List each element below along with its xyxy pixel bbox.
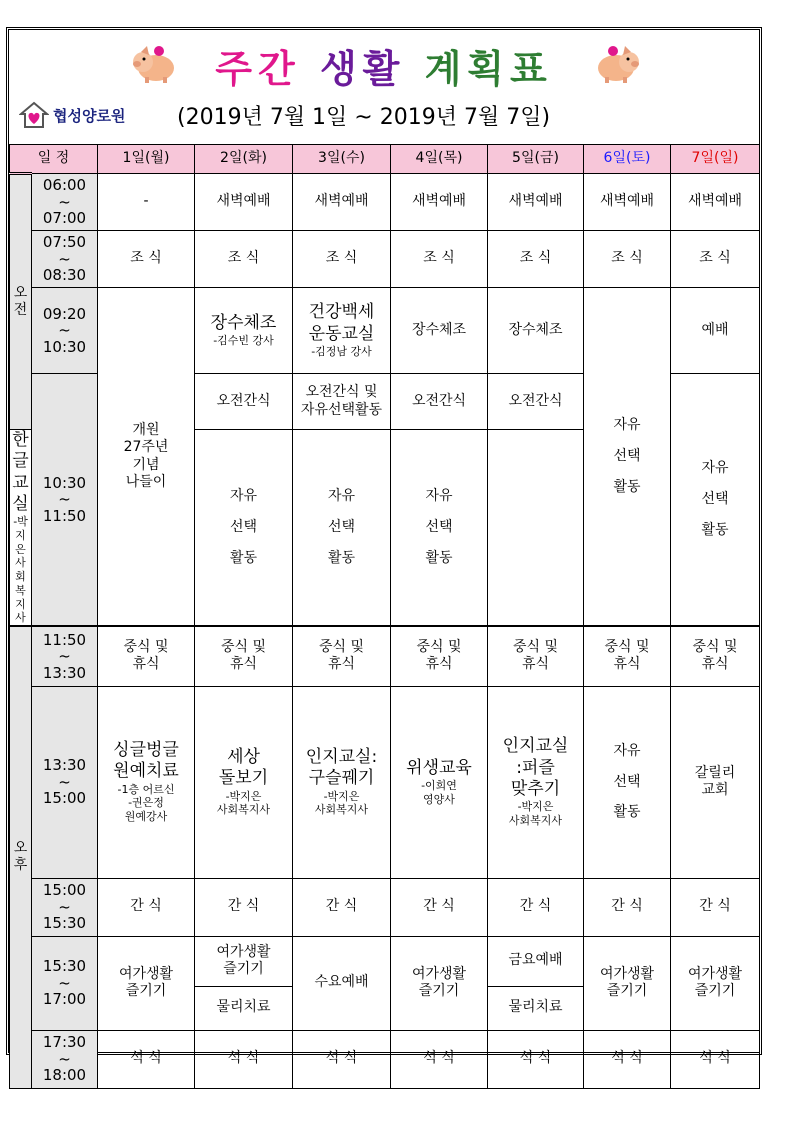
title-part-2: 생활 [319,47,406,91]
schedule-cell: 자유 선택 활동 [584,686,671,878]
schedule-cell: 석 식 [584,1030,671,1088]
schedule-cell: 조 식 [671,231,760,288]
program-name: 세상 돌보기 [218,747,269,789]
schedule-cell: 조 식 [195,231,293,288]
table-row [10,878,760,936]
program-instructor: -박지은 사회복지사 [508,800,563,827]
schedule-cell: 중식 및 휴식 [293,626,391,686]
schedule-cell: 조 식 [391,231,488,288]
time-cell: 09:20 ~ 10:30 [32,288,98,374]
schedule-cell: 새벽예배 [391,174,488,231]
org-name: 협성양로원 [53,106,126,125]
schedule-cell: 새벽예배 [671,174,760,231]
table-row [10,1030,760,1088]
schedule-cell: 자유 선택 활동 [584,288,671,627]
schedule-frame [6,27,762,1085]
schedule-cell: 조 식 [293,231,391,288]
schedule-cell: 간 식 [488,878,584,936]
col-header: 2일(화) [195,145,293,174]
time-cell: 06:00 ~ 07:00 [32,174,98,231]
schedule-cell [98,686,195,878]
schedule-cell: 석 식 [293,1030,391,1088]
schedule-cell: 새벽예배 [195,174,293,231]
schedule-cell [195,686,293,878]
table-row [10,686,760,878]
col-header: 4일(목) [391,145,488,174]
program-name: 건강백세 운동교실 [308,302,375,344]
program-name: 인지교실 :퍼즐 맞추기 [502,736,569,799]
schedule-cell: 중식 및 휴식 [488,626,584,686]
schedule-cell: 물리치료 [195,986,293,1030]
col-header: 3일(수) [293,145,391,174]
schedule-cell: 금요예배 [488,936,584,986]
program-instructor: -김수빈 강사 [213,334,274,348]
schedule-cell: 물리치료 [488,986,584,1030]
schedule-cell: 간 식 [584,878,671,936]
date-range: (2019년 7월 1일 ~ 2019년 7월 7일) [177,105,551,130]
schedule-cell [293,288,391,374]
schedule-cell: 중식 및 휴식 [195,626,293,686]
schedule-cell: 장수체조 [488,288,584,374]
header-row [10,145,760,174]
schedule-cell: 오전간식 [391,374,488,430]
pig-icon [595,42,641,84]
col-header-saturday: 6일(토) [584,145,671,174]
program-instructor: -1층 어르신 -권은정 원예강사 [117,782,175,824]
house-heart-icon [19,101,49,129]
program-name: 장수체조 [210,313,277,333]
schedule-cell: 여가생활 즐기기 [391,936,488,1030]
program-instructor: -박지은 사회복지사 [13,515,28,625]
schedule-cell [391,686,488,878]
schedule-cell: 새벽예배 [584,174,671,231]
schedule-cell: 중식 및 휴식 [391,626,488,686]
schedule-cell [293,686,391,878]
schedule-cell: 자유 선택 활동 [293,430,391,627]
schedule-cell: 조 식 [584,231,671,288]
table-row [10,936,760,986]
schedule-cell: 중식 및 휴식 [671,626,760,686]
schedule-cell: 개원 27주년 기념 나들이 [98,288,195,627]
col-header: 1일(월) [98,145,195,174]
schedule-cell: 오전간식 및 자유선택활동 [293,374,391,430]
schedule-cell: 조 식 [488,231,584,288]
schedule-cell: 장수체조 [391,288,488,374]
schedule-cell: 여가생활 즐기기 [671,936,760,1030]
schedule-cell [10,430,32,627]
schedule-cell: 갈릴리 교회 [671,686,760,878]
program-instructor: -박지은 사회복지사 [216,789,271,817]
schedule-cell: 석 식 [391,1030,488,1088]
time-cell: 17:30 ~ 18:00 [32,1030,98,1088]
schedule-cell: 새벽예배 [293,174,391,231]
table-row [10,626,760,686]
schedule-cell: 수요예배 [293,936,391,1030]
schedule-cell: 여가생활 즐기기 [584,936,671,1030]
program-name: 싱글벙글 원예치료 [113,740,179,782]
schedule-cell: 석 식 [195,1030,293,1088]
header [9,30,759,142]
program-name: 인지교실: 구슬꿰기 [305,747,378,789]
schedule-cell: 석 식 [98,1030,195,1088]
schedule-cell: - [98,174,195,231]
pm-label: 오 후 [10,626,32,1088]
schedule-cell: 간 식 [671,878,760,936]
page-title [9,38,759,93]
schedule-cell: 간 식 [98,878,195,936]
table-row [10,288,760,374]
schedule-table [9,144,760,1089]
schedule-cell: 여가생활 즐기기 [98,936,195,1030]
schedule-cell: 오전간식 [488,374,584,430]
schedule-cell: 여가생활 즐기기 [195,936,293,986]
title-part-1: 주간 [215,47,301,91]
schedule-cell: 석 식 [671,1030,760,1088]
schedule-cell [488,686,584,878]
time-cell: 15:30 ~ 17:00 [32,936,98,1030]
schedule-cell: 새벽예배 [488,174,584,231]
time-cell: 07:50 ~ 08:30 [32,231,98,288]
schedule-cell: 간 식 [195,878,293,936]
schedule-cell: 조 식 [98,231,195,288]
col-header-sunday: 7일(일) [671,145,760,174]
col-header: 일 정 [10,145,98,174]
table-row [10,174,760,231]
schedule-cell [195,288,293,374]
program-name: 위생교육 [406,757,472,778]
schedule-cell: 석 식 [488,1030,584,1088]
am-label: 오 전 [10,174,32,430]
schedule-cell: 간 식 [293,878,391,936]
schedule-cell: 중식 및 휴식 [98,626,195,686]
program-name: 한글교실 [12,430,29,514]
schedule-cell: 자유 선택 활동 [195,430,293,627]
program-instructor: -김정남 강사 [311,344,372,358]
program-instructor: -이희연 영양사 [421,778,457,806]
schedule-cell: 자유 선택 활동 [671,374,760,627]
time-cell: 11:50 ~ 13:30 [32,626,98,686]
col-header: 5일(금) [488,145,584,174]
schedule-cell: 자유 선택 활동 [391,430,488,627]
schedule-cell: 간 식 [391,878,488,936]
table-row [10,231,760,288]
schedule-cell: 오전간식 [195,374,293,430]
program-instructor: -박지은 사회복지사 [314,789,369,817]
time-cell: 13:30 ~ 15:00 [32,686,98,878]
time-cell: 10:30 ~ 11:50 [32,374,98,627]
schedule-cell: 예배 [671,288,760,374]
schedule-cell: 중식 및 휴식 [584,626,671,686]
org-logo [19,100,125,130]
title-part-3: 계획표 [424,47,553,91]
time-cell: 15:00 ~ 15:30 [32,878,98,936]
